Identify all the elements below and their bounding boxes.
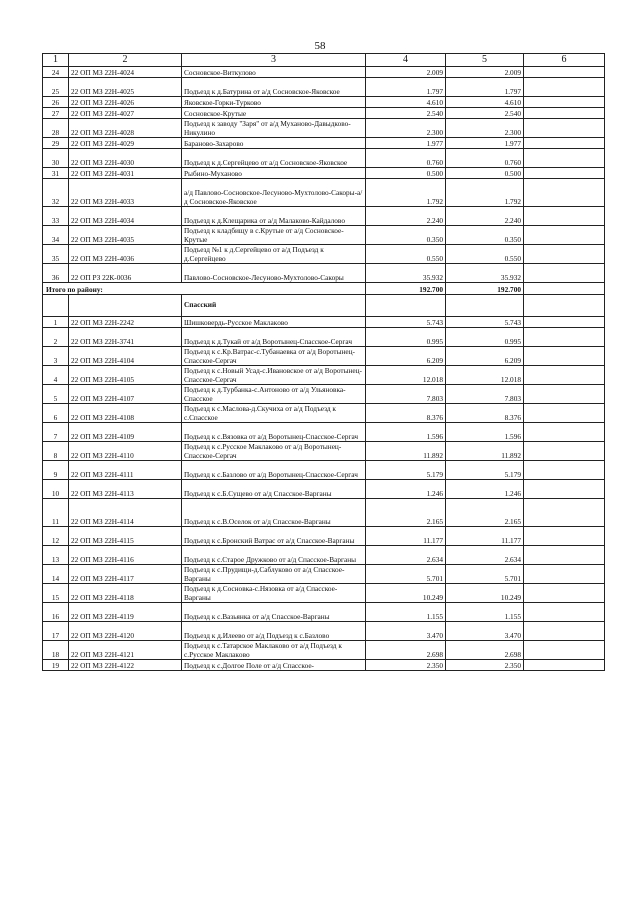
road-code: 22 ОП МЗ 22Н-4031 <box>69 168 182 179</box>
table-row <box>43 108 605 119</box>
road-code: 22 ОП МЗ 22Н-4034 <box>69 207 182 226</box>
road-code: 22 ОП МЗ 22Н-4114 <box>69 499 182 527</box>
road-length-col4: 2.300 <box>366 119 446 138</box>
table-row <box>43 138 605 149</box>
road-length-col5: 2.540 <box>446 108 524 119</box>
total-length-col5: 192.700 <box>446 283 524 295</box>
road-code: 22 ОП МЗ 22Н-4108 <box>69 404 182 423</box>
notes-cell <box>524 603 605 622</box>
table-row <box>43 168 605 179</box>
row-number: 2 <box>43 328 69 347</box>
road-length-col5: 0.550 <box>446 245 524 264</box>
road-length-col4: 10.249 <box>366 584 446 603</box>
row-number: 4 <box>43 366 69 385</box>
road-length-col5: 2.698 <box>446 641 524 660</box>
notes-cell <box>524 565 605 584</box>
road-length-col5: 12.018 <box>446 366 524 385</box>
row-number: 27 <box>43 108 69 119</box>
table-row <box>43 264 605 283</box>
table-row <box>43 546 605 565</box>
table-row <box>43 622 605 641</box>
column-header: 6 <box>524 54 605 67</box>
road-length-col5: 2.240 <box>446 207 524 226</box>
column-header: 4 <box>366 54 446 67</box>
table-row <box>43 207 605 226</box>
row-number: 17 <box>43 622 69 641</box>
road-code: 22 ОП МЗ 22Н-4120 <box>69 622 182 641</box>
empty-cell <box>524 283 605 295</box>
empty-cell <box>366 295 446 317</box>
row-number: 29 <box>43 138 69 149</box>
notes-cell <box>524 442 605 461</box>
road-name: Подъезд к с.Кр.Ватрас-с.Тубанаевка от а/д Воротынец-Спасское-Сергач <box>182 347 366 366</box>
notes-cell <box>524 347 605 366</box>
table-header-row <box>43 54 605 67</box>
road-name: Подъезд к с.Русское Маклакoво от а/д Воротынец-Спасское-Сергач <box>182 442 366 461</box>
road-name: Подъезд к д.Турбанка-с.Антоново от а/д Ульяновка-Спасское <box>182 385 366 404</box>
road-length-col4: 0.550 <box>366 245 446 264</box>
road-name: Подъезд к с.Татарское Маклакoво от а/д Подъезд к с.Русское Маклакoво <box>182 641 366 660</box>
notes-cell <box>524 97 605 108</box>
notes-cell <box>524 149 605 168</box>
road-length-col4: 11.177 <box>366 527 446 546</box>
row-number: 12 <box>43 527 69 546</box>
notes-cell <box>524 317 605 328</box>
row-number: 34 <box>43 226 69 245</box>
road-length-col4: 11.892 <box>366 442 446 461</box>
row-number: 11 <box>43 499 69 527</box>
road-length-col4: 3.470 <box>366 622 446 641</box>
road-length-col4: 0.760 <box>366 149 446 168</box>
table-row <box>43 584 605 603</box>
road-code: 22 ОП МЗ 22Н-4030 <box>69 149 182 168</box>
road-code: 22 ОП МЗ 22Н-4025 <box>69 78 182 97</box>
road-code: 22 ОП МЗ 22Н-4029 <box>69 138 182 149</box>
column-header: 2 <box>69 54 182 67</box>
district-name: Спасский <box>182 295 366 317</box>
road-length-col4: 12.018 <box>366 366 446 385</box>
notes-cell <box>524 207 605 226</box>
table-row <box>43 480 605 499</box>
row-number: 13 <box>43 546 69 565</box>
district-header-row <box>43 295 605 317</box>
road-code: 22 ОП МЗ 22Н-4033 <box>69 179 182 207</box>
table-row <box>43 603 605 622</box>
road-code: 22 ОП МЗ 22Н-4122 <box>69 660 182 671</box>
road-length-col4: 1.792 <box>366 179 446 207</box>
notes-cell <box>524 119 605 138</box>
road-name: Подъезд к с.Старое Дружково от а/д Спасское-Варганы <box>182 546 366 565</box>
table-row <box>43 149 605 168</box>
road-length-col5: 1.596 <box>446 423 524 442</box>
notes-cell <box>524 264 605 283</box>
road-length-col5: 1.246 <box>446 480 524 499</box>
road-length-col5: 1.792 <box>446 179 524 207</box>
road-code: 22 ОП МЗ 22Н-4024 <box>69 67 182 78</box>
road-name: Подъезд к с.Долгое Поле от а/д Спасское- <box>182 660 366 671</box>
table-row <box>43 119 605 138</box>
road-code: 22 ОП МЗ 22Н-4035 <box>69 226 182 245</box>
total-label: Итого по району: <box>43 283 366 295</box>
road-code: 22 ОП МЗ 22Н-4026 <box>69 97 182 108</box>
notes-cell <box>524 584 605 603</box>
road-length-col5: 0.350 <box>446 226 524 245</box>
road-code: 22 ОП МЗ 22Н-4107 <box>69 385 182 404</box>
road-name: Подъезд к с.Маслова-д.Скучиха от а/д Подъезд к с.Спасское <box>182 404 366 423</box>
road-name: Шишковердь-Русское Маклакoво <box>182 317 366 328</box>
road-length-col5: 5.179 <box>446 461 524 480</box>
row-number: 32 <box>43 179 69 207</box>
table-row <box>43 366 605 385</box>
notes-cell <box>524 366 605 385</box>
table-row <box>43 179 605 207</box>
road-length-col4: 2.009 <box>366 67 446 78</box>
row-number: 33 <box>43 207 69 226</box>
road-length-col4: 1.246 <box>366 480 446 499</box>
road-code: 22 ОП МЗ 22Н-4110 <box>69 442 182 461</box>
row-number: 9 <box>43 461 69 480</box>
road-code: 22 ОП МЗ 22Н-4118 <box>69 584 182 603</box>
notes-cell <box>524 461 605 480</box>
row-number: 18 <box>43 641 69 660</box>
road-code: 22 ОП МЗ 22Н-4119 <box>69 603 182 622</box>
table-row <box>43 423 605 442</box>
row-number: 14 <box>43 565 69 584</box>
row-number: 24 <box>43 67 69 78</box>
table-row <box>43 499 605 527</box>
notes-cell <box>524 641 605 660</box>
road-length-col5: 2.009 <box>446 67 524 78</box>
road-code: 22 ОП МЗ 22Н-4121 <box>69 641 182 660</box>
notes-cell <box>524 660 605 671</box>
road-length-col4: 0.500 <box>366 168 446 179</box>
table-row <box>43 67 605 78</box>
notes-cell <box>524 480 605 499</box>
notes-cell <box>524 546 605 565</box>
roads-table <box>42 53 605 671</box>
road-length-col5: 8.376 <box>446 404 524 423</box>
row-number: 35 <box>43 245 69 264</box>
notes-cell <box>524 499 605 527</box>
row-number: 28 <box>43 119 69 138</box>
road-name: Подъезд к с.Вязовка от а/д Воротынец-Спасское-Сергач <box>182 423 366 442</box>
road-code: 22 ОП МЗ 22Н-4111 <box>69 461 182 480</box>
road-name: Яковское-Горки-Турково <box>182 97 366 108</box>
road-length-col5: 0.500 <box>446 168 524 179</box>
notes-cell <box>524 138 605 149</box>
table-row <box>43 660 605 671</box>
row-number: 31 <box>43 168 69 179</box>
road-name: Подъезд к кладбищу в с.Крутые от а/д Сосновское-Крутые <box>182 226 366 245</box>
road-length-col5: 2.634 <box>446 546 524 565</box>
road-length-col5: 0.760 <box>446 149 524 168</box>
road-length-col4: 2.540 <box>366 108 446 119</box>
road-length-col5: 11.177 <box>446 527 524 546</box>
road-length-col5: 2.165 <box>446 499 524 527</box>
road-code: 22 ОП МЗ 22Н-4104 <box>69 347 182 366</box>
notes-cell <box>524 385 605 404</box>
road-length-col4: 0.350 <box>366 226 446 245</box>
empty-cell <box>524 295 605 317</box>
row-number: 10 <box>43 480 69 499</box>
road-length-col5: 0.995 <box>446 328 524 347</box>
road-length-col4: 4.610 <box>366 97 446 108</box>
road-length-col5: 1.155 <box>446 603 524 622</box>
road-name: Сосновское-Крутые <box>182 108 366 119</box>
road-name: Подъезд №1 к д.Сергейцево от а/д Подъезд к д.Сергейцево <box>182 245 366 264</box>
row-number: 25 <box>43 78 69 97</box>
district-total-row <box>43 283 605 295</box>
road-length-col5: 2.300 <box>446 119 524 138</box>
road-length-col4: 5.743 <box>366 317 446 328</box>
road-length-col4: 2.240 <box>366 207 446 226</box>
road-name: Павлово-Сосновское-Лесуново-Мухтолово-Сакоры <box>182 264 366 283</box>
total-length-col4: 192.700 <box>366 283 446 295</box>
column-header: 5 <box>446 54 524 67</box>
empty-cell <box>69 295 182 317</box>
road-length-col4: 2.350 <box>366 660 446 671</box>
road-code: 22 ОП МЗ 22Н-4028 <box>69 119 182 138</box>
table-row <box>43 527 605 546</box>
road-length-col5: 5.743 <box>446 317 524 328</box>
table-row <box>43 245 605 264</box>
road-name: Подъезд к заводу "Заря" от а/д Муханово-Давыдково-Никулино <box>182 119 366 138</box>
row-number: 7 <box>43 423 69 442</box>
road-code: 22 ОП МЗ 22Н-4027 <box>69 108 182 119</box>
row-number: 15 <box>43 584 69 603</box>
road-length-col5: 1.797 <box>446 78 524 97</box>
road-name: Подъезд к д.Сергейцево от а/д Сосновское-Яковское <box>182 149 366 168</box>
page-number: 58 <box>314 40 326 52</box>
empty-cell <box>43 295 69 317</box>
road-code: 22 ОП МЗ 22Н-4113 <box>69 480 182 499</box>
notes-cell <box>524 67 605 78</box>
notes-cell <box>524 108 605 119</box>
row-number: 8 <box>43 442 69 461</box>
table-row <box>43 317 605 328</box>
table-row <box>43 565 605 584</box>
road-length-col5: 3.470 <box>446 622 524 641</box>
notes-cell <box>524 423 605 442</box>
notes-cell <box>524 404 605 423</box>
road-name: Подъезд к с.Базлово от а/д Воротынец-Спасское-Сергач <box>182 461 366 480</box>
road-name: Подъезд к с.Вазьянка от а/д Спасское-Варганы <box>182 603 366 622</box>
road-name: Бараново-Захарово <box>182 138 366 149</box>
road-length-col4: 1.797 <box>366 78 446 97</box>
road-length-col4: 1.155 <box>366 603 446 622</box>
notes-cell <box>524 328 605 347</box>
road-name: Рыбино-Муханово <box>182 168 366 179</box>
notes-cell <box>524 622 605 641</box>
road-name: Подъезд к с.Новый Усад-с.Ивановское от а/д Воротынец-Спасское-Сергач <box>182 366 366 385</box>
road-name: Подъезд к д.Батурина от а/д Сосновское-Яковское <box>182 78 366 97</box>
table-row <box>43 641 605 660</box>
notes-cell <box>524 245 605 264</box>
row-number: 16 <box>43 603 69 622</box>
table-row <box>43 97 605 108</box>
notes-cell <box>524 527 605 546</box>
road-length-col5: 1.977 <box>446 138 524 149</box>
road-length-col4: 1.596 <box>366 423 446 442</box>
road-length-col4: 5.701 <box>366 565 446 584</box>
road-length-col4: 0.995 <box>366 328 446 347</box>
row-number: 30 <box>43 149 69 168</box>
road-name: Подъезд к с.Прудищи-д.Саблуково от а/д Спасское-Варганы <box>182 565 366 584</box>
road-name: а/д Павлово-Сосновское-Лесуново-Мухтолово-Сакоры-а/д Сосновское-Яковское <box>182 179 366 207</box>
table-row <box>43 385 605 404</box>
row-number: 3 <box>43 347 69 366</box>
row-number: 5 <box>43 385 69 404</box>
road-length-col4: 5.179 <box>366 461 446 480</box>
road-code: 22 ОП МЗ 22Н-4036 <box>69 245 182 264</box>
table-row <box>43 347 605 366</box>
road-length-col5: 2.350 <box>446 660 524 671</box>
notes-cell <box>524 179 605 207</box>
road-name: Подъезд к д.Илеево от а/д Подъезд к с.Базлово <box>182 622 366 641</box>
road-length-col4: 7.803 <box>366 385 446 404</box>
road-length-col4: 2.698 <box>366 641 446 660</box>
road-length-col5: 5.701 <box>446 565 524 584</box>
road-code: 22 ОП МЗ 22Н-4109 <box>69 423 182 442</box>
row-number: 6 <box>43 404 69 423</box>
row-number: 1 <box>43 317 69 328</box>
column-header: 3 <box>182 54 366 67</box>
road-length-col4: 2.634 <box>366 546 446 565</box>
road-code: 22 ОП МЗ 22Н-4116 <box>69 546 182 565</box>
road-length-col5: 4.610 <box>446 97 524 108</box>
road-name: Подъезд к с.Бронский Ватрас от а/д Спасское-Варганы <box>182 527 366 546</box>
road-name: Подъезд к с.Б.Сущево от а/д Спасское-Варганы <box>182 480 366 499</box>
road-length-col4: 2.165 <box>366 499 446 527</box>
row-number: 36 <box>43 264 69 283</box>
road-code: 22 ОП МЗ 22Н-3741 <box>69 328 182 347</box>
road-name: Подъезд к д.Клещарика от а/д Малаково-Кайдалово <box>182 207 366 226</box>
table-row <box>43 226 605 245</box>
empty-cell <box>446 295 524 317</box>
road-length-col4: 35.932 <box>366 264 446 283</box>
road-code: 22 ОП МЗ 22Н-2242 <box>69 317 182 328</box>
road-name: Сосновское-Виткулово <box>182 67 366 78</box>
notes-cell <box>524 226 605 245</box>
road-code: 22 ОП МЗ 22Н-4115 <box>69 527 182 546</box>
column-header: 1 <box>43 54 69 67</box>
road-length-col5: 6.209 <box>446 347 524 366</box>
table-row <box>43 461 605 480</box>
road-code: 22 ОП МЗ 22Н-4117 <box>69 565 182 584</box>
row-number: 26 <box>43 97 69 108</box>
table-row <box>43 404 605 423</box>
table-row <box>43 78 605 97</box>
table-row <box>43 328 605 347</box>
road-length-col4: 8.376 <box>366 404 446 423</box>
row-number: 19 <box>43 660 69 671</box>
road-code: 22 ОП РЗ 22К-0036 <box>69 264 182 283</box>
road-length-col5: 7.803 <box>446 385 524 404</box>
road-code: 22 ОП МЗ 22Н-4105 <box>69 366 182 385</box>
table-row <box>43 442 605 461</box>
road-length-col5: 11.892 <box>446 442 524 461</box>
road-length-col4: 6.209 <box>366 347 446 366</box>
road-name: Подъезд к д.Тукай от а/д Воротынец-Спасское-Сергач <box>182 328 366 347</box>
road-length-col5: 10.249 <box>446 584 524 603</box>
notes-cell <box>524 78 605 97</box>
road-length-col5: 35.932 <box>446 264 524 283</box>
road-name: Подъезд к с.В.Оселок от а/д Спасское-Варганы <box>182 499 366 527</box>
road-length-col4: 1.977 <box>366 138 446 149</box>
notes-cell <box>524 168 605 179</box>
road-name: Подъезд к д.Сосновка-с.Нязовка от а/д Спасское-Варганы <box>182 584 366 603</box>
